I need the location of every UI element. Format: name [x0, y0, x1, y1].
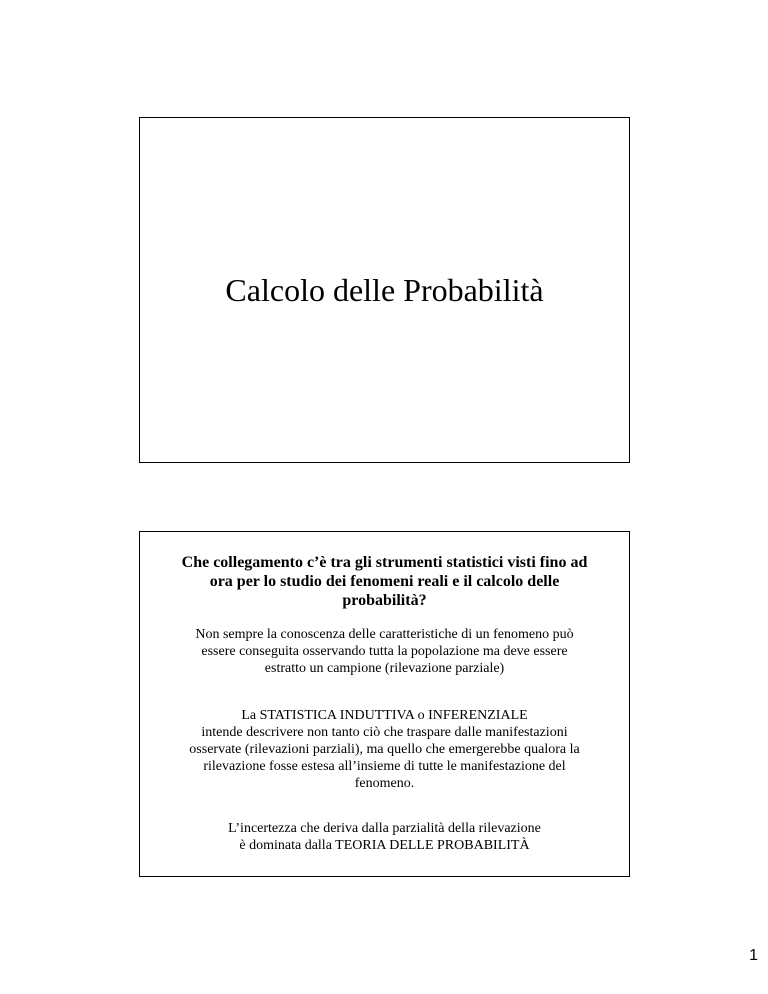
heading-line: ora per lo studio dei fenomeni reali e il calcolo delle	[209, 573, 560, 590]
slide-1	[139, 117, 630, 463]
paragraph-line: L’incertezza che deriva dalla parzialità della rilevazione	[228, 821, 541, 836]
paragraph-line: rilevazione fosse estesa all’insieme di tutte le manifestazione del	[203, 759, 566, 774]
slide-2	[139, 531, 630, 877]
paragraph-line: osservate (rilevazioni parziali), ma quello che emergerebbe qualora la	[189, 742, 580, 757]
paragraph-line: è dominata dalla TEORIA DELLE PROBABILITÀ	[239, 838, 530, 853]
paragraph-uncertainty	[140, 820, 629, 854]
paragraph-line: estratto un campione (rilevazione parziale)	[264, 661, 505, 676]
page-number: 1	[749, 947, 758, 964]
paragraph-sampling	[140, 626, 629, 677]
paragraph-line: intende descrivere non tanto ciò che traspare dalle manifestazioni	[201, 725, 568, 740]
paragraph-line: La STATISTICA INDUTTIVA o INFERENZIALE	[241, 708, 528, 723]
paragraph-line: Non sempre la conoscenza delle caratteristiche di un fenomeno può	[195, 627, 574, 642]
paragraph-line: essere conseguita osservando tutta la popolazione ma deve essere	[201, 644, 568, 659]
heading-line: probabilità?	[342, 592, 427, 609]
heading-line: Che collegamento c’è tra gli strumenti statistici visti fino ad	[181, 554, 588, 571]
paragraph-inferential-statistics	[140, 707, 629, 792]
slide-2-heading	[140, 553, 629, 610]
slide-1-title: Calcolo delle Probabilità	[225, 272, 544, 309]
paragraph-line: fenomeno.	[354, 776, 415, 791]
